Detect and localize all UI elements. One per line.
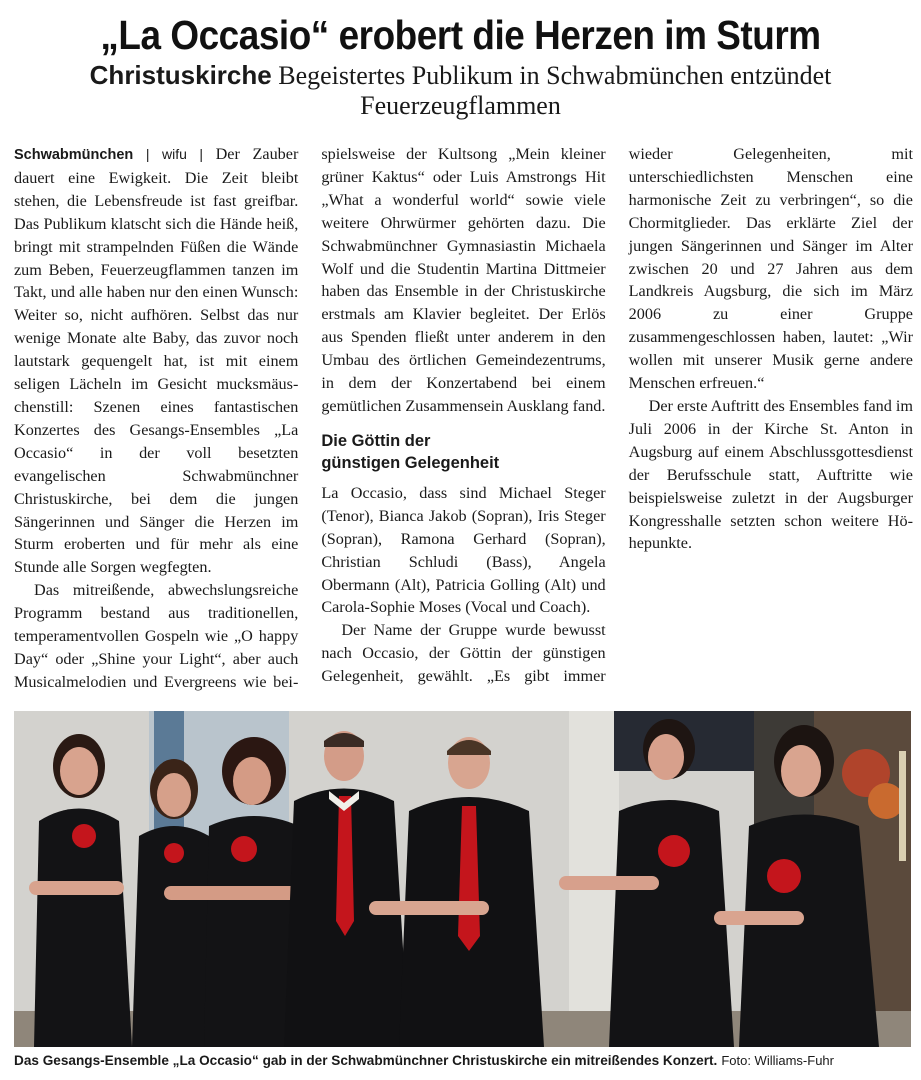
- paragraph-3: La Occasio, dass sind Michael Steger (Tenor), Bianca Jakob (Sopran), Iris Steger (Sopran), Ramona Gerhard (Sopran), Christian Schludi (Bass), Angela Obermann (Alt), Patricia Golling (Alt) und Carola-Sophie Moses (Vocal und Coach).: [321, 483, 606, 617]
- caption-text: Das Gesangs-Ensemble „La Occasio“ gab in der Schwabmünchner Christuskirche ein mitreißendes Konzert.: [14, 1053, 718, 1068]
- photo-caption: [14, 1051, 911, 1071]
- subheadline: Begeistertes Publikum in Schwabmünchen entzündet Feuerzeugflammen: [278, 61, 832, 120]
- byline-text: | wifu |: [145, 146, 203, 162]
- subheadline-block: [0, 60, 921, 121]
- paragraph-2: Das mitreißende, abwechslungsreiche Programm bestand aus traditionellen, temperamentvollen Gospeln wie „O happy Day“ oder „Shine your Light“, aber auch Musicalmelodien und Evergreens wie beispielsweise der Kultsong „Mein kleiner grüner Kaktus“ oder Luis Amstrongs Hit „What a wonderful world“ sowie viele weitere Ohrwürmer gehörten dazu. Die Schwabmünchner Gymnasiastin Michaela Wolf und die Studentin Martina Dittmeier haben das Ensemble in der Christuskirche erstmals am Klavier begleitet. Der Erlös aus Spenden fließt unter anderem in den Umbau des örtlichen Gemeindezentrums, in dem der Konzertabend bei einem gemütlichen Zusammensein Ausklang fand.: [14, 145, 606, 691]
- article-text-flow: [14, 143, 913, 703]
- ensemble-photo: [14, 711, 911, 1047]
- photo-credit: Foto: Williams-Fuhr: [721, 1053, 834, 1068]
- dateline-text: Schwabmünchen: [14, 147, 134, 163]
- paragraph-4: Der Name der Gruppe wurde bewusst nach Occasio, der Göttin der günstigen Gelegenheit, gewählt. „Es gibt immer wieder Gelegenheiten, mit unterschiedlichsten Menschen eine harmonische Zeit zu verbringen“, so die Chormitglieder. Das erklärte Ziel der jungen Sängerinnen und Sänger im Alter zwischen 20 und 27 Jahren aus dem Landkreis Augsburg, die sich im März 2006 zu einer Gruppe zusammengeschlossen haben, lautet: „Wir wollen mit unserer Musik gerne andere Menschen erfreuen.“: [321, 145, 913, 686]
- section-subheading: Die Göttin der günstigen Gelegenheit: [321, 431, 500, 472]
- kicker: Christuskirche: [89, 60, 272, 90]
- paragraph-1-body: Der Zauber dauert eine Ewigkeit. Die Zeit bleibt stehen, die Lebensfreude ist fast greifbar. Das Publikum klatscht sich die Hände heiß, bringt mit strampelnden Füßen die Wände zum Beben, Feuerzeugflammen tanzen im Takt, und alle haben nur den einen Wunsch: Weiter so, nicht aufhören. Selbst das nur wenige Monate alte Baby, das zuvor noch lautstark gequengelt hat, ist mit einem seligen Lächeln im Gesicht mucksmäuschenstill: Szenen eines fantastischen Konzertes des Gesangs-Ensembles „La Occasio“ in der voll besetzten evangelischen Schwabmünchner Christuskirche, bei dem die jungen Sängerinnen und Sänger die Herzen im Sturm eroberten und für mehr als eine Stunde alle Sorgen wegfegten.: [14, 145, 299, 577]
- headline: „La Occasio“ erobert die Herzen im Sturm: [100, 12, 821, 58]
- paragraph-5: Der erste Auftritt des Ensembles fand im Juli 2006 in der Kirche St. Anton in Augsburg auf einem Abschlussgottesdienst der Berufsschule statt, Auftritte wie beispielsweise zuletzt in der Augsburger Kongresshalle setzten schon weitere Höhepunkte.: [628, 396, 913, 553]
- ensemble-photo-illustration: [14, 711, 911, 1047]
- paragraph-1: [14, 143, 298, 579]
